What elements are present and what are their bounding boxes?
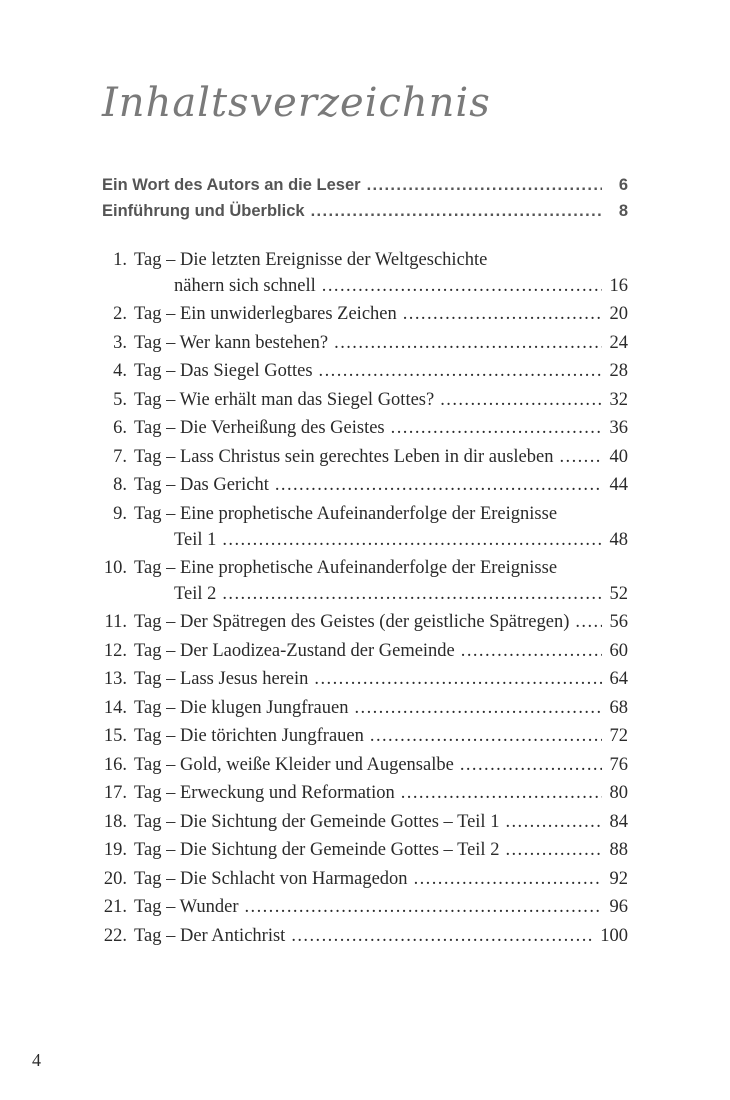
toc-page-number: 100: [600, 925, 628, 946]
toc-page-number: 48: [609, 529, 628, 550]
toc-chapter-entry: [102, 555, 628, 582]
toc-chapter-entry: [102, 301, 628, 328]
dot-leader: [414, 866, 602, 893]
toc-page-number: 24: [609, 332, 628, 353]
chapter-number: 20.: [103, 868, 127, 889]
dot-leader: [222, 527, 602, 554]
chapter-number: 11.: [104, 612, 127, 633]
toc-chapter-entry: [102, 695, 628, 722]
toc-chapter-continuation: [102, 527, 628, 554]
toc-entry-title: Tag – Wie erhält man das Siegel Gottes?: [134, 389, 435, 410]
toc-intro-entry: [102, 198, 628, 225]
toc-entry-title: Tag – Das Siegel Gottes: [134, 361, 313, 382]
toc-row: [102, 666, 628, 693]
toc-page-number: 56: [609, 612, 628, 633]
toc-page-number: 80: [609, 783, 628, 804]
toc-row: [102, 837, 628, 864]
toc-row: [102, 695, 628, 722]
toc-entry-title: Tag – Wunder: [134, 897, 239, 918]
toc-entry-title: nähern sich schnell: [174, 275, 316, 296]
toc-page-number: 64: [609, 669, 628, 690]
toc-row: [102, 472, 628, 499]
toc-row: [102, 198, 628, 225]
toc-chapter-entry: [102, 358, 628, 385]
chapter-number: 8.: [113, 475, 127, 496]
toc-entry-title: Tag – Die Schlacht von Harmagedon: [134, 868, 408, 889]
toc-chapter-entry: [102, 866, 628, 893]
toc-entry-title: Tag – Die letzten Ereignisse der Weltgeschichte: [134, 250, 488, 270]
toc-row: [102, 894, 628, 921]
toc-page-number: 60: [609, 640, 628, 661]
toc-chapter-entry: [102, 247, 628, 274]
toc-chapter-entry: [102, 923, 628, 950]
dot-leader: [244, 894, 602, 921]
toc-chapter-continuation: [102, 581, 628, 608]
dot-leader: [505, 809, 602, 836]
chapter-number: 12.: [103, 640, 127, 661]
toc-chapter-entry: [102, 780, 628, 807]
chapter-number: 10.: [103, 558, 127, 579]
toc-row: [102, 273, 628, 300]
dot-leader: [334, 330, 602, 357]
toc-page-number: 44: [609, 475, 628, 496]
dot-leader: [314, 666, 602, 693]
toc-chapter-entry: [102, 752, 628, 779]
toc-row: [102, 501, 628, 528]
toc-chapter-entry: [102, 723, 628, 750]
toc-entry-title: Teil 1: [174, 529, 217, 550]
toc-row: [102, 444, 628, 471]
toc-entry-title: Tag – Der Laodizea-Zustand der Gemeinde: [134, 640, 455, 661]
toc-row: [102, 415, 628, 442]
chapter-number: 14.: [103, 697, 127, 718]
toc-chapter-entry: [102, 638, 628, 665]
toc-entry-title: Tag – Gold, weiße Kleider und Augensalbe: [134, 754, 454, 775]
toc-page-number: 20: [609, 304, 628, 325]
dot-leader: [440, 387, 602, 414]
toc-chapter-entry: [102, 444, 628, 471]
toc-page-number: 68: [609, 697, 628, 718]
toc-chapter-entry: [102, 894, 628, 921]
toc-page-number: 52: [609, 583, 628, 604]
dot-leader: [367, 172, 602, 199]
dot-leader: [391, 415, 602, 442]
chapter-number: 4.: [113, 361, 127, 382]
toc-chapter-entry: [102, 415, 628, 442]
toc-page-number: 28: [609, 361, 628, 382]
chapter-number: 21.: [103, 897, 127, 918]
chapter-number: 13.: [103, 669, 127, 690]
chapter-number: 3.: [113, 332, 127, 353]
toc-page-number: 92: [609, 868, 628, 889]
toc-page-number: 88: [609, 840, 628, 861]
toc-entry-title: Tag – Der Spätregen des Geistes (der geistliche Spätregen): [134, 612, 570, 633]
toc-chapter-entry: [102, 387, 628, 414]
toc-entry-title: Teil 2: [174, 583, 217, 604]
dot-leader: [575, 609, 602, 636]
chapter-number: 1.: [113, 250, 127, 270]
toc-entry-title: Einführung und Überblick: [102, 202, 305, 220]
chapter-number: 17.: [103, 783, 127, 804]
toc-intro-entry: [102, 172, 628, 199]
toc-row: [102, 638, 628, 665]
dot-leader: [460, 752, 602, 779]
toc-entry-title: Tag – Die Sichtung der Gemeinde Gottes – Teil 1: [134, 811, 500, 832]
toc-page-number: 84: [609, 811, 628, 832]
toc-row: [102, 301, 628, 328]
chapter-number: 5.: [113, 389, 127, 410]
toc-row: [102, 609, 628, 636]
dot-leader: [291, 923, 594, 950]
toc-row: [102, 172, 628, 199]
page-title: Inhaltsverzeichnis: [102, 80, 491, 126]
toc-entry-title: Tag – Wer kann bestehen?: [134, 332, 329, 353]
toc-entry-title: Tag – Eine prophetische Aufeinanderfolge der Ereignisse: [134, 503, 558, 524]
toc-chapter-entry: [102, 809, 628, 836]
chapter-number: 15.: [103, 726, 127, 747]
toc-chapter-entry: [102, 501, 628, 528]
toc-row: [102, 527, 628, 554]
chapter-number: 19.: [103, 840, 127, 861]
dot-leader: [319, 358, 602, 385]
page-number: 4: [32, 1050, 41, 1070]
toc-entry-title: Tag – Die Verheißung des Geistes: [134, 418, 385, 439]
toc-row: [102, 923, 628, 950]
chapter-number: 6.: [113, 418, 127, 439]
toc-page-number: 6: [618, 176, 628, 194]
toc-entry-title: Tag – Die Sichtung der Gemeinde Gottes – Teil 2: [134, 840, 500, 861]
dot-leader: [505, 837, 602, 864]
toc-chapter-entry: [102, 330, 628, 357]
toc-chapter-continuation: [102, 273, 628, 300]
toc-row: [102, 809, 628, 836]
toc-entry-title: Tag – Das Gericht: [134, 475, 269, 496]
chapter-number: 7.: [113, 446, 127, 467]
toc-page-number: 40: [609, 446, 628, 467]
toc-entry-title: Tag – Lass Jesus herein: [134, 669, 309, 690]
toc-chapter-entry: [102, 837, 628, 864]
toc-page-number: 16: [609, 275, 628, 296]
dot-leader: [403, 301, 602, 328]
dot-leader: [461, 638, 602, 665]
chapter-number: 2.: [113, 304, 127, 325]
dot-leader: [275, 472, 602, 499]
toc-page-number: 76: [609, 754, 628, 775]
chapter-number: 9.: [113, 503, 127, 524]
toc-row: [102, 780, 628, 807]
toc-page-number: 32: [609, 389, 628, 410]
toc-row: [102, 866, 628, 893]
toc-row: [102, 387, 628, 414]
toc-page-number: 8: [618, 202, 628, 220]
toc-entry-title: Tag – Die törichten Jungfrauen: [134, 726, 364, 747]
toc-row: [102, 581, 628, 608]
toc-row: [102, 555, 628, 582]
toc-row: [102, 752, 628, 779]
toc-entry-title: Tag – Lass Christus sein gerechtes Leben in dir ausleben: [134, 446, 554, 467]
dot-leader: [559, 444, 602, 471]
toc-row: [102, 247, 628, 274]
toc-entry-title: Tag – Die klugen Jungfrauen: [134, 697, 349, 718]
toc-entry-title: Ein Wort des Autors an die Leser: [102, 176, 361, 194]
toc-page-number: 36: [609, 418, 628, 439]
toc-row: [102, 358, 628, 385]
dot-leader: [401, 780, 602, 807]
toc-entry-title: Tag – Ein unwiderlegbares Zeichen: [134, 304, 397, 325]
dot-leader: [322, 273, 602, 300]
chapter-number: 22.: [103, 925, 127, 946]
dot-leader: [222, 581, 602, 608]
dot-leader: [311, 198, 602, 225]
toc-chapter-entry: [102, 666, 628, 693]
chapter-number: 18.: [103, 811, 127, 832]
toc-entry-title: Tag – Erweckung und Reformation: [134, 783, 395, 804]
toc-page-number: 96: [609, 897, 628, 918]
toc-chapter-entry: [102, 472, 628, 499]
dot-leader: [370, 723, 602, 750]
toc-row: [102, 330, 628, 357]
toc-chapter-entry: [102, 609, 628, 636]
toc-entry-title: Tag – Der Antichrist: [134, 925, 286, 946]
toc-entry-title: Tag – Eine prophetische Aufeinanderfolge der Ereignisse: [134, 558, 558, 579]
toc-page-number: 72: [609, 726, 628, 747]
toc-row: [102, 723, 628, 750]
dot-leader: [354, 695, 602, 722]
chapter-number: 16.: [103, 754, 127, 775]
